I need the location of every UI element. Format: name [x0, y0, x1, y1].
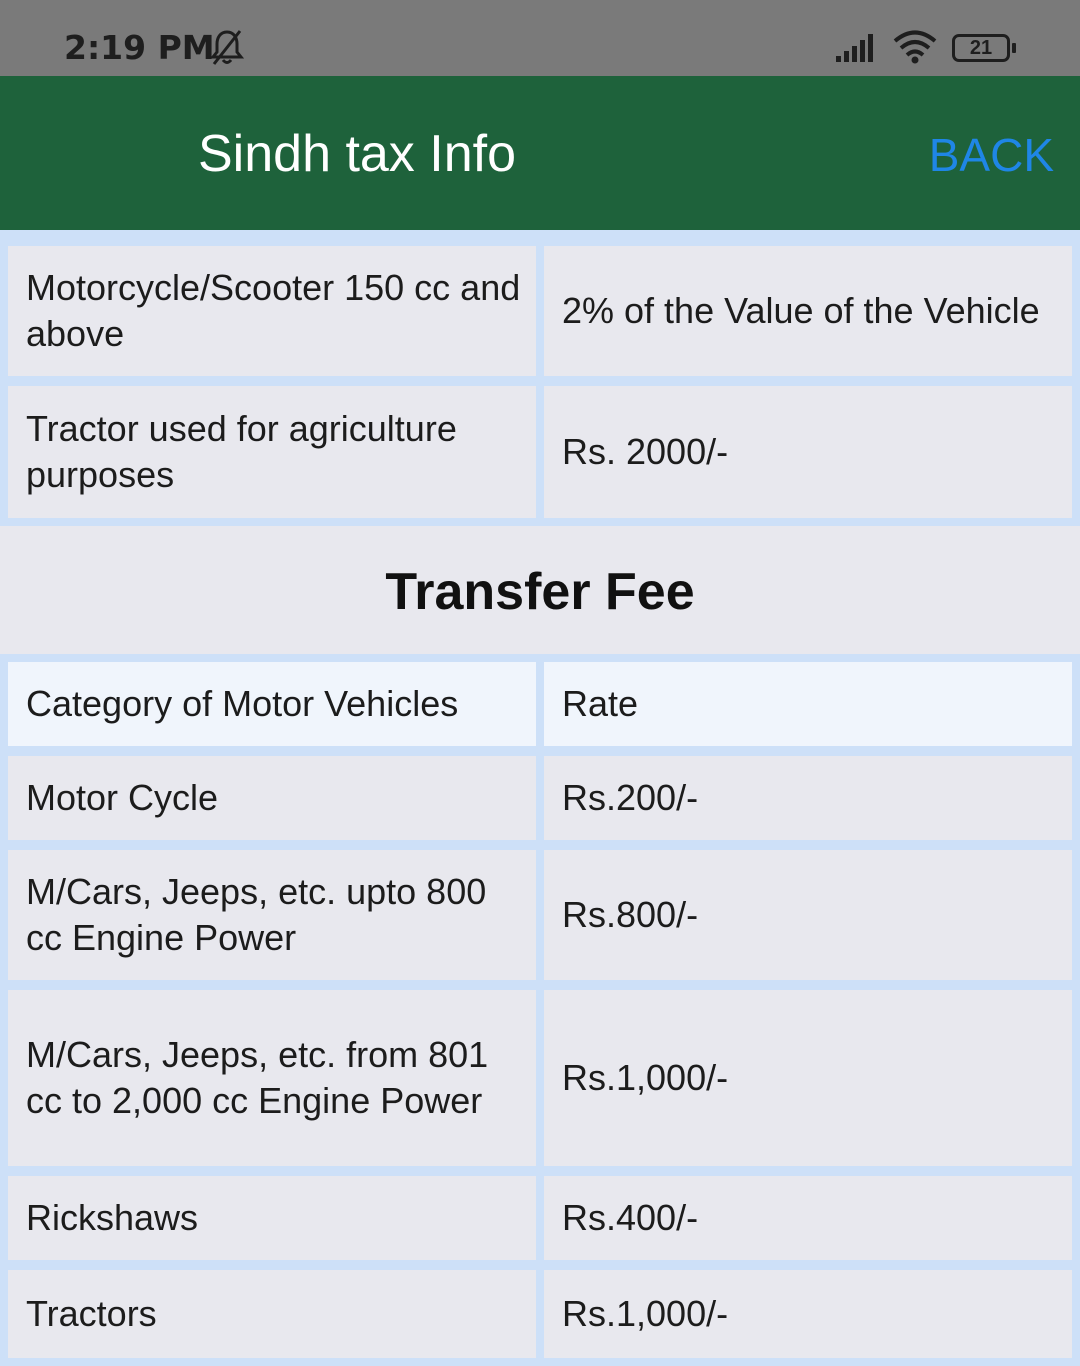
table-cell-rate: Rs.1,000/-: [544, 1270, 1072, 1358]
table-cell-rate: Rs.200/-: [544, 756, 1072, 840]
table-cell-rate: Rs.800/-: [544, 850, 1072, 980]
table-row: [0, 850, 1080, 980]
table-row: [0, 386, 1080, 518]
table-header-row: [0, 662, 1080, 746]
wifi-icon: [893, 30, 937, 64]
battery-icon: [952, 34, 1016, 62]
battery-nub: [1012, 43, 1016, 53]
transfer-fee-table: [0, 654, 1080, 1366]
table-cell-category: Tractors: [8, 1270, 536, 1358]
table-cell-category: Tractor used for agriculture purposes: [8, 386, 536, 518]
signal-icon: [836, 32, 880, 62]
app-bar: [0, 76, 1080, 230]
table-cell-category: Motor Cycle: [8, 756, 536, 840]
table-cell-rate: Rs.1,000/-: [544, 990, 1072, 1166]
table-cell-rate: Rs.400/-: [544, 1176, 1072, 1260]
column-header-category: Category of Motor Vehicles: [8, 662, 536, 746]
bell-off-icon: [210, 28, 244, 66]
table-row: [0, 246, 1080, 376]
status-time: 2:19 PM: [64, 28, 215, 67]
battery-level: 21: [952, 34, 1010, 62]
table-cell-rate: 2% of the Value of the Vehicle: [544, 246, 1072, 376]
table-row: [0, 1176, 1080, 1260]
table-row: [0, 1270, 1080, 1358]
table-row: [0, 990, 1080, 1166]
column-header-rate: Rate: [544, 662, 1072, 746]
section-title-transfer-fee: Transfer Fee: [385, 563, 695, 621]
table-cell-category: Motorcycle/Scooter 150 cc and above: [8, 246, 536, 376]
app-title: Sindh tax Info: [198, 125, 516, 183]
table-cell-category: Rickshaws: [8, 1176, 536, 1260]
vehicle-tax-table: [0, 230, 1080, 526]
content-area[interactable]: [0, 230, 1080, 1366]
status-bar: [0, 0, 1080, 76]
table-cell-rate: Rs. 2000/-: [544, 386, 1072, 518]
table-row: [0, 756, 1080, 840]
table-cell-category: M/Cars, Jeeps, etc. from 801 cc to 2,000 cc Engine Power: [8, 990, 536, 1166]
back-button[interactable]: BACK: [928, 129, 1054, 181]
table-cell-category: M/Cars, Jeeps, etc. upto 800 cc Engine Power: [8, 850, 536, 980]
